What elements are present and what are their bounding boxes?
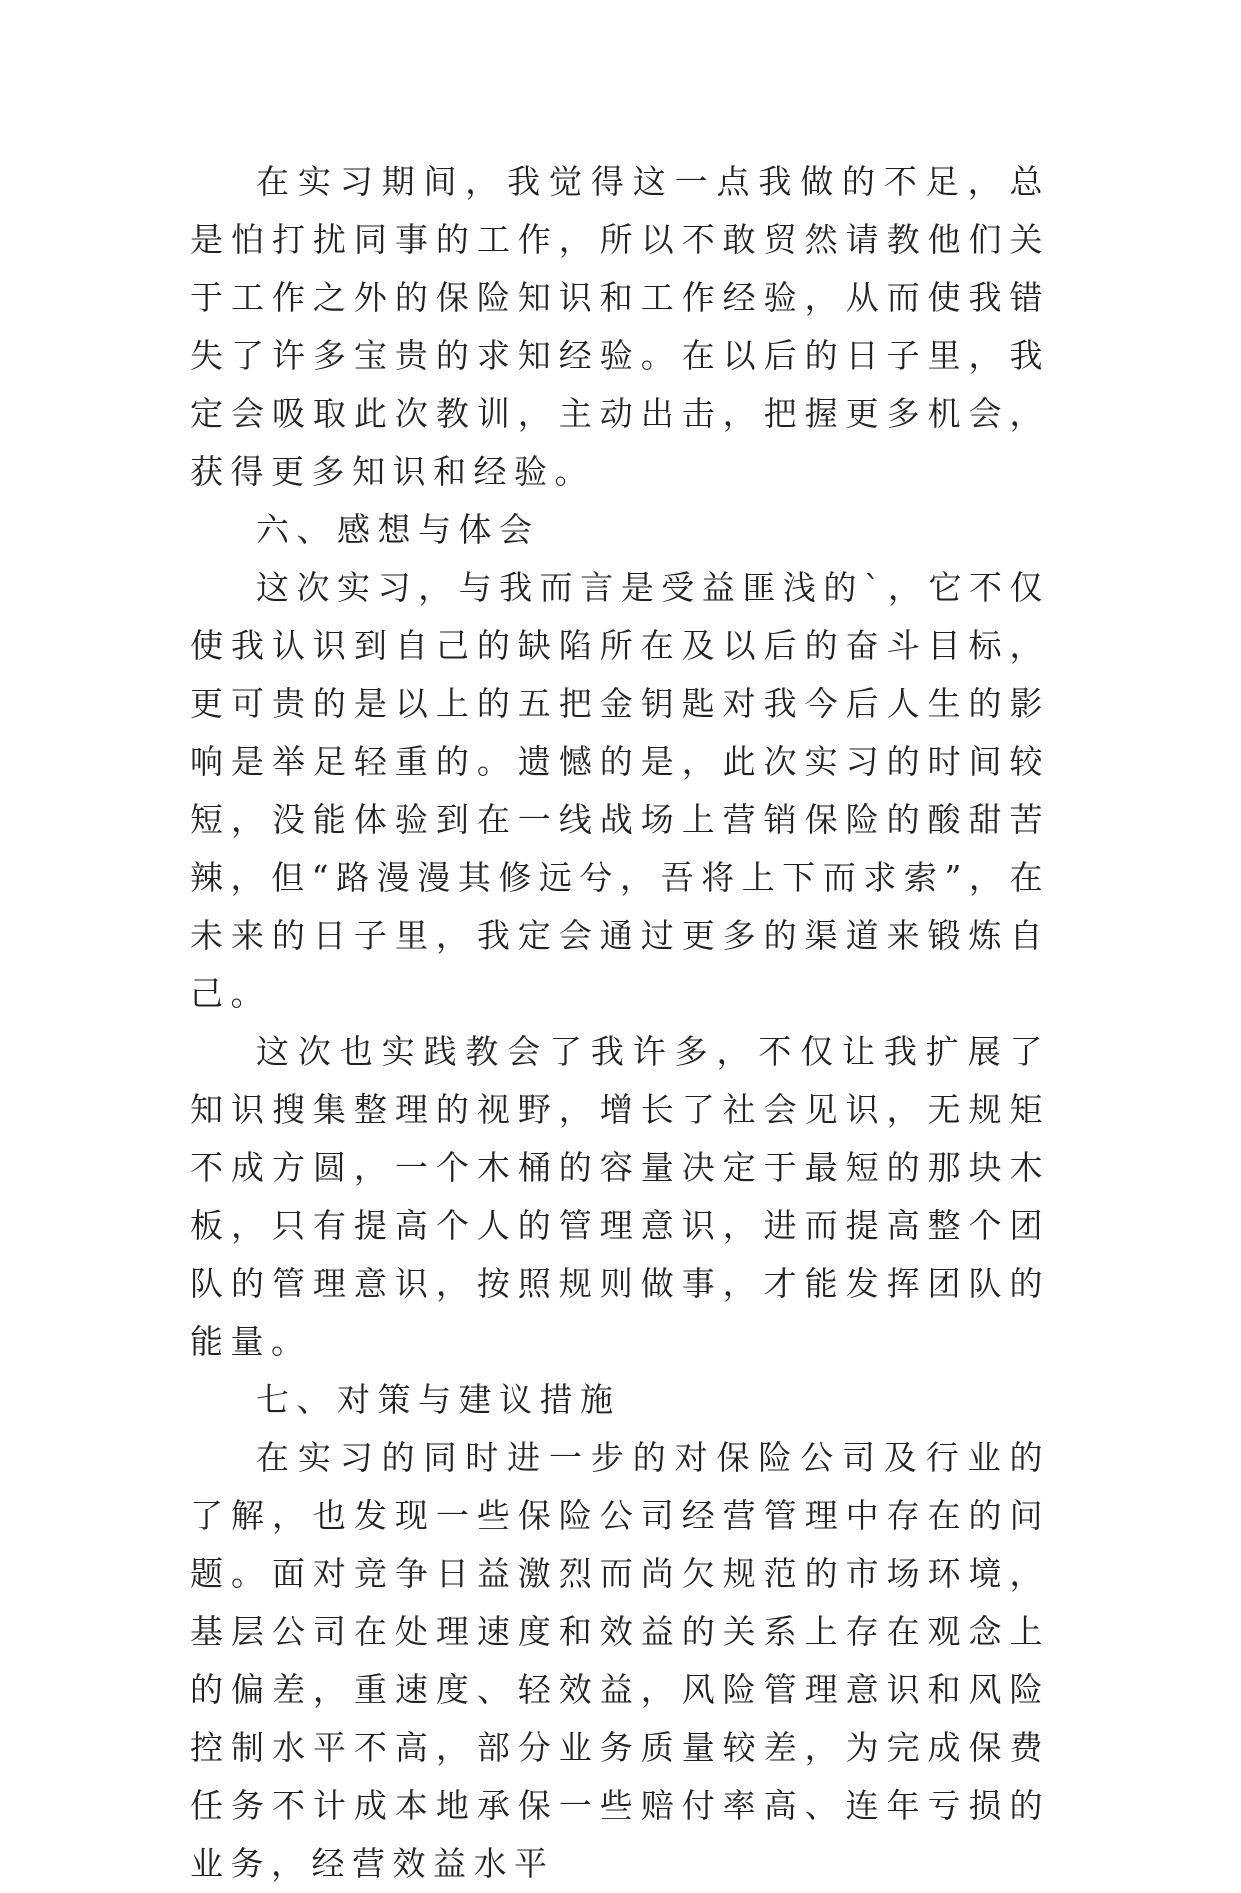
section-heading-reflections: 六、感想与体会 xyxy=(256,510,540,549)
paragraph-internship-shortcoming: 在实习期间，我觉得这一点我做的不足，总是怕打扰同事的工作，所以不敢贸然请教他们关于工作之外的保险知识和工作经验，从而使我错失了许多宝贵的求知经验。在以后的日子里，我定会吸取此次教训，主动出击，把握更多机会，获得更多知识和经验。 xyxy=(190,162,1050,491)
section-heading-recommendations: 七、对策与建议措施 xyxy=(256,1380,621,1419)
paragraph-practice-lessons: 这次也实践教会了我许多，不仅让我扩展了知识搜集整理的视野，增长了社会见识，无规矩不成方圆，一个木桶的容量决定于最短的那块木板，只有提高个人的管理意识，进而提高整个团队的管理意识，按照规则做事，才能发挥团队的能量。 xyxy=(190,1032,1050,1361)
paragraph-reflections: 这次实习，与我而言是受益匪浅的`，它不仅使我认识到自己的缺陷所在及以后的奋斗目标，更可贵的是以上的五把金钥匙对我今后人生的影响是举足轻重的。遗憾的是，此次实习的时间较短，没能体验到在一线战场上营销保险的酸甜苦辣，但“路漫漫其修远兮，吾将上下而求索”，在未来的日子里，我定会通过更多的渠道来锻炼自己。 xyxy=(190,568,1050,1013)
paragraph-recommendations: 在实习的同时进一步的对保险公司及行业的了解，也发现一些保险公司经营管理中存在的问题。面对竞争日益激烈而尚欠规范的市场环境，基层公司在处理速度和效益的关系上存在观念上的偏差，重速度、轻效益，风险管理意识和风险控制水平不高，部分业务质量较差，为完成保费任务不计成本地承保一些赔付率高、连年亏损的业务，经营效益水平 xyxy=(190,1438,1050,1883)
document-body xyxy=(190,153,1050,1893)
